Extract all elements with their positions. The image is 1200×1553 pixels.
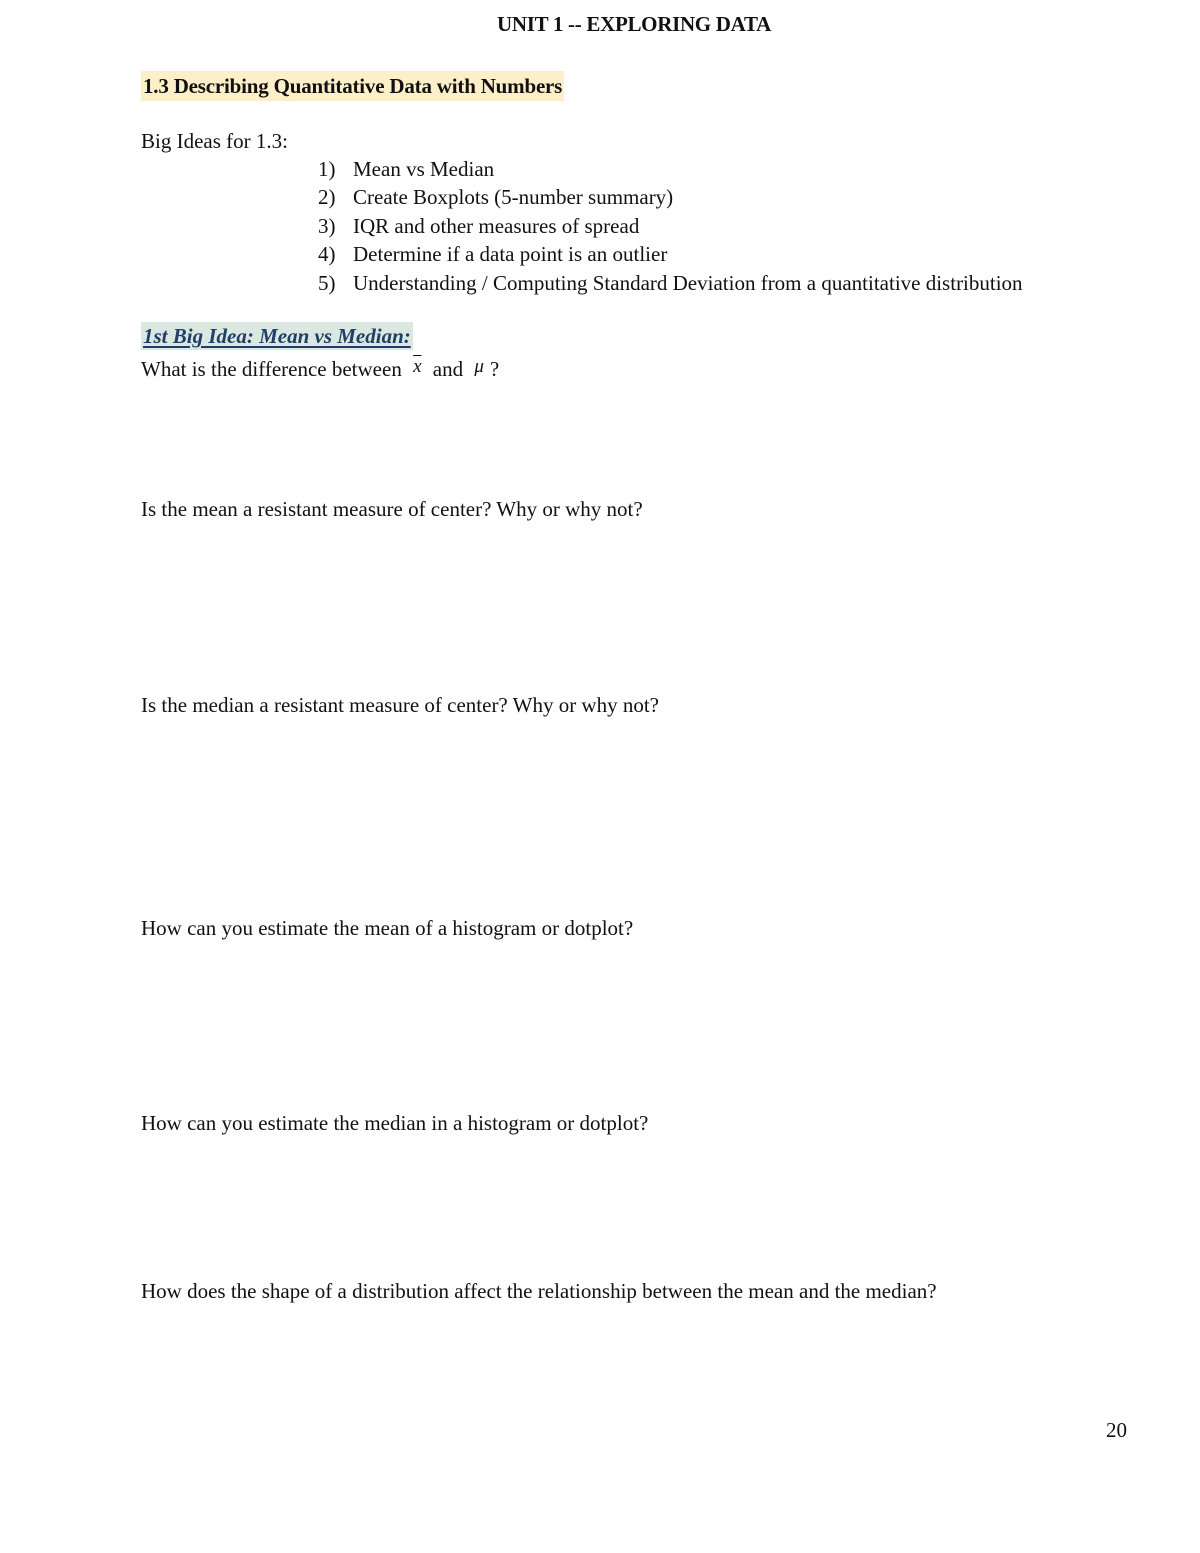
question-shape-effect: How does the shape of a distribution affect the relationship between the mean and the median?	[141, 1279, 937, 1303]
list-item-text: Determine if a data point is an outlier	[353, 242, 668, 267]
list-item-number: 1)	[318, 157, 336, 181]
question-estimate-mean: How can you estimate the mean of a histogram or dotplot?	[141, 916, 634, 940]
question-text-and: and	[432, 357, 464, 381]
question-text-before: What is the difference between	[141, 357, 402, 381]
big-ideas-list	[318, 155, 1023, 297]
question-mark: ?	[489, 357, 500, 381]
question-mean-resistant: Is the mean a resistant measure of center? Why or why not?	[141, 497, 643, 521]
list-item	[318, 155, 1023, 183]
page-number: 20	[1106, 1418, 1127, 1442]
big-ideas-label: Big Ideas for 1.3:	[141, 129, 288, 153]
mu-symbol: μ	[474, 356, 484, 377]
list-item-text: IQR and other measures of spread	[353, 213, 640, 238]
list-item	[318, 183, 1023, 211]
x-bar-symbol: $\overline{x}$	[413, 356, 422, 377]
section-heading: 1.3 Describing Quantitative Data with Numbers	[141, 71, 564, 101]
list-item-text: Mean vs Median	[353, 157, 495, 181]
list-item	[318, 269, 1023, 297]
list-item	[318, 212, 1023, 240]
first-big-idea-heading: 1st Big Idea: Mean vs Median:	[143, 324, 411, 348]
list-item	[318, 240, 1023, 268]
list-item-text: Understanding / Computing Standard Deviation from a quantitative distribution	[353, 270, 1023, 295]
question-mean-vs-mu	[141, 357, 499, 382]
question-estimate-median: How can you estimate the median in a histogram or dotplot?	[141, 1111, 649, 1135]
list-item-text: Create Boxplots (5-number summary)	[353, 185, 674, 210]
list-item-number: 3)	[318, 213, 336, 238]
list-item-number: 5)	[318, 270, 336, 295]
list-item-number: 2)	[318, 185, 336, 210]
question-median-resistant: Is the median a resistant measure of center? Why or why not?	[141, 693, 660, 717]
list-item-number: 4)	[318, 242, 336, 267]
unit-title: UNIT 1 -- EXPLORING DATA	[497, 12, 771, 36]
